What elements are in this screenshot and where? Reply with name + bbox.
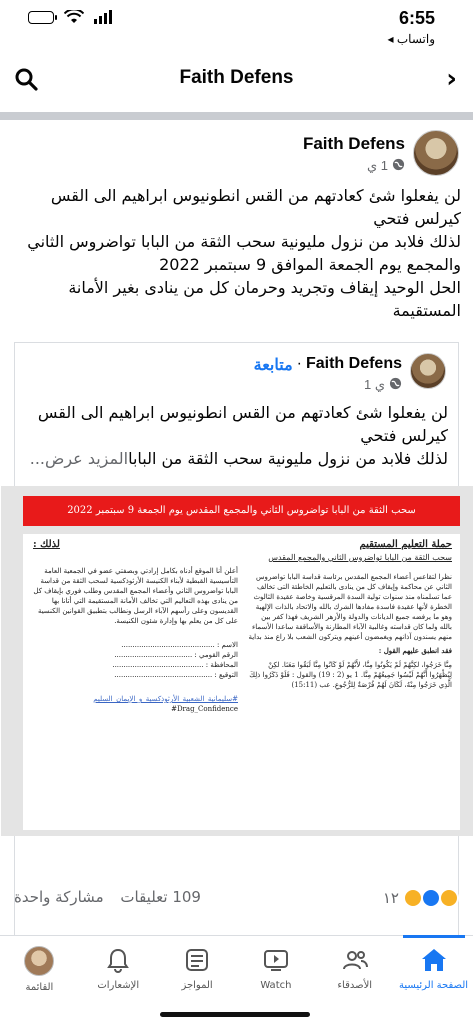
nav-item-friends[interactable] — [316, 936, 394, 1024]
bottom-nav — [0, 935, 473, 1024]
document-field: التوقيع : ............................................ — [114, 671, 238, 679]
nav-item-notifications[interactable] — [79, 936, 157, 1024]
signal-icon — [94, 10, 112, 24]
document-left-column — [33, 538, 238, 714]
nav-item-home[interactable] — [395, 936, 473, 1024]
document-quote: مِنَّا خَرَجُوا، لكِنَّهُمْ لَمْ يَكُونُوا مِنَّا، لأَنَّهُمْ لَوْ كَانُوا مِنَّا لَبَقُوا مَعَنَا. لكِنْ لِيُظْهَرُوا أَنَّهُمْ لَيْسُوا جَمِيعُهُمْ مِنَّا. 1 يو (2 : 19) والقول : فَلَوْ ذَكَرُوا ذلِكَ الَّذِي خَرَجُوا مِنْهُ، لَكَانَ لَهُمْ فُرْصَةٌ لِلرُّجُوعِ. عب (15:11) — [249, 661, 452, 689]
care-reaction-icon — [403, 888, 423, 908]
wifi-icon — [64, 10, 84, 24]
shared-time[interactable]: 1 ي — [363, 377, 385, 392]
nav-item-watch[interactable] — [237, 936, 315, 1024]
feed-divider — [0, 112, 473, 120]
nav-item-menu[interactable] — [0, 936, 78, 1024]
shares-count[interactable]: مشاركة واحدة — [14, 888, 104, 906]
profile-avatar-icon — [24, 946, 54, 976]
post-meta — [367, 158, 405, 174]
bell-icon — [104, 946, 132, 974]
document-right-column — [247, 538, 452, 690]
document-right-heading: حملة التعليم المستقيم — [359, 539, 452, 550]
document-banner: سحب الثقة من البابا تواضروس الثاني والمجمع المقدس يوم الجمعة 9 سبتمبر 2022 — [23, 496, 460, 526]
feeds-icon — [183, 946, 211, 974]
top-bar — [0, 55, 473, 107]
see-more-link[interactable]: المزيد عرض... — [29, 449, 129, 468]
shared-text-line — [23, 447, 448, 470]
shared-post[interactable] — [14, 342, 459, 967]
status-time: 6:55 — [398, 8, 435, 28]
post-body — [11, 184, 461, 322]
follow-button[interactable]: متابعة — [253, 357, 293, 374]
post-text-line: الحل الوحيد إيقاف وتجريد وحرمان كل من ينادى بغير الأمانة المستقيمة — [68, 278, 461, 320]
home-indicator[interactable] — [160, 1012, 310, 1017]
post-card — [0, 120, 473, 920]
post-text-line: لذلك فلابد من نزول مليونية سحب الثقة من البابا تواضروس الثاني والمجمع يوم الجمعة الموافق 9 سبتمبر 2022 — [27, 232, 461, 274]
nav-label: القائمة — [25, 982, 54, 993]
nav-label: Watch — [260, 980, 292, 991]
document-left-heading: لذلك : — [33, 539, 60, 550]
post-time[interactable]: 1 ي — [366, 158, 388, 173]
page-title: Faith Defens — [179, 67, 294, 88]
shared-author-avatar[interactable] — [410, 353, 446, 389]
chevron-right-icon[interactable]: › — [446, 64, 457, 94]
globe-icon — [389, 377, 402, 393]
globe-icon — [392, 158, 405, 174]
nav-label: الإشعارات — [97, 980, 140, 991]
shared-text-line: لن يفعلوا شئ كعادتهم من القس انطونيوس ابراهيم الى القس كيرلس فتحي — [37, 403, 448, 445]
post-author-name[interactable]: Faith Defens — [302, 134, 405, 153]
status-icons — [28, 10, 112, 24]
shared-meta — [364, 377, 402, 393]
document-right-body: نظرا لتقاعس أعضاء المجمع المقدس برئاسة قداسة البابا تواضروس الثاني عن محاكمة وإيقاف كل من ينادى بالتعليم الخاطئة التى تخالف عما تسلمناه منذ سنوات تولية السدة المرقسية وخاصة عقيدة الثالوث الخطرة لأنها عقيدة فاسدة مفادها الشرك بالله والاتحاد بالذات الإلهية وهو ما يرفضه جميع الديانات والدولة والأزهر الشريف فهذا كفر بين بالله ولما كان قداسته وغالبية الآباء المطارنة والأساقفة ساعدا الأسماء منهم يسندون آذانهم ويغمضون أعينهم ويتركون الشعب بلا راع منذ بداية — [248, 573, 452, 641]
battery-icon — [28, 11, 54, 24]
shared-body — [23, 401, 448, 470]
document-page — [23, 534, 460, 830]
document-hashtag: #Drag_Confidence — [171, 705, 238, 713]
nav-label: الصفحة الرئيسية — [399, 980, 469, 991]
haha-reaction-icon — [439, 888, 459, 908]
post-text-line: لن يفعلوا شئ كعادتهم من القس انطونيوس ابراهيم الى القس كيرلس فتحي — [50, 186, 461, 228]
shared-author-name[interactable]: Faith Defens — [305, 355, 402, 372]
document-hashtag: #سليمانية_الشعبية_الأرثوذكسية_و_الإيمان_السليم — [93, 695, 238, 703]
friends-icon — [341, 946, 369, 974]
document-field: المحافظة : ......................................... — [112, 661, 238, 669]
document-quote-intro: فقد انطبق عليهم القول : — [378, 646, 452, 655]
reactions-summary[interactable] — [383, 888, 459, 908]
like-reaction-icon — [421, 888, 441, 908]
engagement-counts — [14, 888, 201, 906]
shared-header: Faith Defens · متابعة — [253, 355, 402, 374]
document-field: الرقم القومي : ................................... — [114, 651, 238, 659]
comments-count[interactable]: 109 تعليقات — [120, 888, 201, 906]
status-bar — [0, 0, 473, 50]
document-left-body: أعلن أنا الموقع أدناه بكامل إرادتي وبصفتي عضو في الجمعية العامة التأسيسية القبطية لأبناء الكنيسة الأرثوذكسية لسحب الثقة من قداسة البابا تواضروس الثاني وأعضاء المجمع المقدس وطلب فوري بإيقاف كل من ينادى بهذه التعاليم التي تخالف الأمانة المستقيمة التي أتانا بها القديسون وعلى رأسهم الآباء الرسل ونطالب بتطبيق القوانين الكنسية على كل من يعلم بها وإدارة شئون الكنيسة. — [33, 567, 238, 625]
nav-label: المواجز — [181, 980, 213, 991]
home-icon — [419, 946, 449, 974]
nav-label: الأصدقاء — [337, 980, 373, 991]
document-image[interactable] — [1, 486, 473, 836]
watch-icon — [262, 946, 290, 974]
reaction-count: ١٢ — [382, 889, 399, 907]
document-field: الاسم : .......................................... — [121, 641, 238, 649]
post-author-avatar[interactable] — [413, 130, 459, 176]
document-right-subheading: سحب الثقة من البابا تواضروس الثاني والمجمع المقدس — [268, 553, 452, 562]
back-to-app-link[interactable]: ◂ واتساب — [387, 32, 435, 46]
nav-item-feeds[interactable] — [158, 936, 236, 1024]
shared-text-fragment: لذلك فلابد من نزول مليونية سحب الثقة من البابا — [128, 449, 448, 468]
